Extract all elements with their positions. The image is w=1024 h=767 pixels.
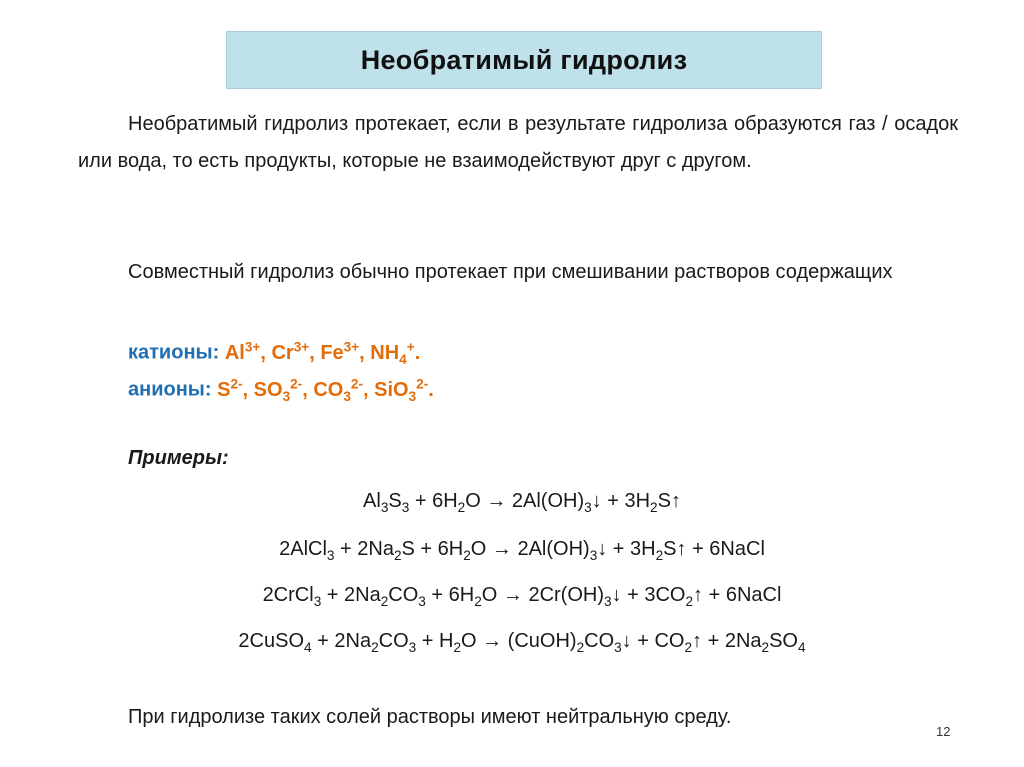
equation-subscript: 2: [650, 500, 658, 515]
cation-ion: [370, 339, 421, 367]
equation-1: [0, 486, 1024, 523]
anions-label: анионы:: [128, 378, 218, 401]
anion-ion-charge: 2-: [416, 376, 429, 391]
anion-ion-symbol: SiO: [374, 378, 409, 401]
equation-text: ↑ + 2Na: [692, 630, 762, 652]
anion-ion-charge: 2-: [350, 376, 363, 391]
cation-ion-symbol: Al: [224, 341, 245, 364]
equation-subscript: 2: [655, 548, 664, 563]
equation-text: ↓ + 3H: [591, 490, 651, 512]
equation-subscript: 3: [614, 640, 622, 655]
equation-text: O → 2Al(OH): [470, 538, 590, 560]
equation-text: S: [388, 490, 402, 512]
equation-text: + 6H: [409, 490, 458, 512]
cation-ion-charge: 3+: [293, 339, 310, 354]
equation-subscript: 2: [371, 640, 379, 655]
cations-label: катионы:: [128, 341, 225, 364]
anion-ion-charge: 2-: [230, 376, 243, 391]
equation-subscript: 3: [604, 594, 612, 609]
equation-text: SO: [769, 630, 798, 652]
anion-ion-symbol: S: [217, 378, 231, 401]
equation-text: ↓ + 3CO: [611, 584, 686, 606]
equation-text: O → 2Cr(OH): [481, 584, 604, 606]
equation-text: CO: [378, 630, 409, 652]
equation-text: S + 6H: [401, 538, 464, 560]
equation-subscript: 2: [393, 548, 402, 563]
page-number: 12: [936, 724, 951, 739]
anion-ion-subscript: 3: [408, 388, 417, 404]
equation-text: ↑ + 6NaCl: [693, 584, 782, 606]
equation-subscript: 2: [457, 500, 466, 515]
equation-subscript: 3: [418, 594, 426, 609]
equation-subscript: 3: [380, 500, 389, 515]
anion-ion-separator: ,: [242, 378, 254, 401]
cation-ion-separator: ,: [260, 341, 272, 364]
equation-4: [0, 626, 1024, 663]
equation-text: Al: [363, 490, 381, 512]
equation-subscript: 4: [798, 640, 806, 655]
slide-title: Необратимый гидролиз: [360, 44, 688, 75]
equation-subscript: 2: [684, 640, 693, 655]
equation-subscript: 2: [576, 640, 585, 655]
equation-subscript: 2: [380, 594, 389, 609]
cation-ion-symbol: Fe: [320, 341, 344, 364]
anions-line: [128, 365, 434, 415]
cation-ion-subscript: 4: [399, 351, 407, 367]
anions-list: [217, 376, 434, 404]
equation-subscript: 3: [589, 548, 598, 563]
anion-ion-separator: ,: [363, 378, 375, 401]
cation-ion-charge: 3+: [343, 339, 360, 354]
title-box: [226, 31, 822, 89]
equation-2: [0, 534, 1024, 571]
equation-subscript: 2: [453, 640, 461, 655]
cation-ion: [224, 339, 272, 364]
equation-text: O → 2Al(OH): [465, 490, 585, 512]
cation-ion-separator: ,: [359, 341, 371, 364]
equation-text: S↑: [657, 490, 681, 512]
cation-ion-separator: .: [414, 341, 421, 364]
equation-text: 2CrCl: [262, 584, 314, 606]
equation-text: CO: [584, 630, 615, 652]
equation-text: + H: [416, 630, 454, 652]
equation-subscript: 2: [463, 548, 471, 563]
equation-subscript: 2: [685, 594, 694, 609]
equation-subscript: 3: [408, 640, 417, 655]
equation-subscript: 4: [304, 640, 312, 655]
equation-subscript: 3: [326, 548, 335, 563]
anion-ion-separator: ,: [302, 378, 314, 401]
equation-text: 2AlCl: [279, 538, 327, 560]
equation-text: + 2Na: [311, 630, 372, 652]
equation-text: ↓ + 3H: [597, 538, 656, 560]
anion-ion: [253, 376, 314, 404]
equation-subscript: 2: [474, 594, 482, 609]
anion-ion-charge: 2-: [290, 376, 303, 391]
equation-text: + 2Na: [334, 538, 394, 560]
equation-text: S↑ + 6NaCl: [663, 538, 765, 560]
anion-ion-subscript: 3: [343, 388, 351, 404]
equation-subscript: 3: [401, 500, 410, 515]
equation-text: 2CuSO: [238, 630, 305, 652]
equation-subscript: 3: [313, 594, 322, 609]
equation-subscript: 2: [761, 640, 770, 655]
conclusion-text: При гидролизе таких солей растворы имеют нейтральную среду.: [128, 706, 732, 728]
cation-ion-separator: ,: [309, 341, 321, 364]
paragraph-definition: [78, 106, 958, 180]
paragraph-joint-hydrolysis-text: Совместный гидролиз обычно протекает при смешивании растворов содержащих: [128, 261, 893, 283]
paragraph-definition-text: Необратимый гидролиз протекает, если в результате гидролиза образуются газ / осадок или вода, то есть продукты, которые не взаимодействуют друг с другом.: [78, 113, 958, 172]
equation-3: [0, 580, 1024, 617]
anion-ion: [374, 376, 434, 404]
anion-ion: [217, 376, 254, 401]
equation-text: + 6H: [425, 584, 475, 606]
cation-ion-symbol: Cr: [271, 341, 294, 364]
equation-text: ↓ + CO: [621, 630, 685, 652]
equation-subscript: 3: [584, 500, 592, 515]
cation-ion: [320, 339, 371, 364]
equation-text: + 2Na: [321, 584, 381, 606]
cation-ion: [271, 339, 321, 364]
equation-text: O → (CuOH): [461, 630, 577, 652]
anion-ion: [313, 376, 375, 404]
equation-text: CO: [388, 584, 419, 606]
examples-heading: Примеры:: [128, 447, 229, 469]
anion-ion-subscript: 3: [282, 388, 291, 404]
paragraph-joint-hydrolysis: [78, 254, 958, 291]
cations-list: [224, 339, 421, 367]
cation-ion-charge: +: [406, 339, 415, 354]
cation-ion-symbol: NH: [370, 341, 400, 364]
cation-ion-charge: 3+: [244, 339, 261, 354]
anion-ion-symbol: CO: [313, 378, 344, 401]
anion-ion-separator: .: [428, 378, 434, 401]
anion-ion-symbol: SO: [253, 378, 283, 401]
